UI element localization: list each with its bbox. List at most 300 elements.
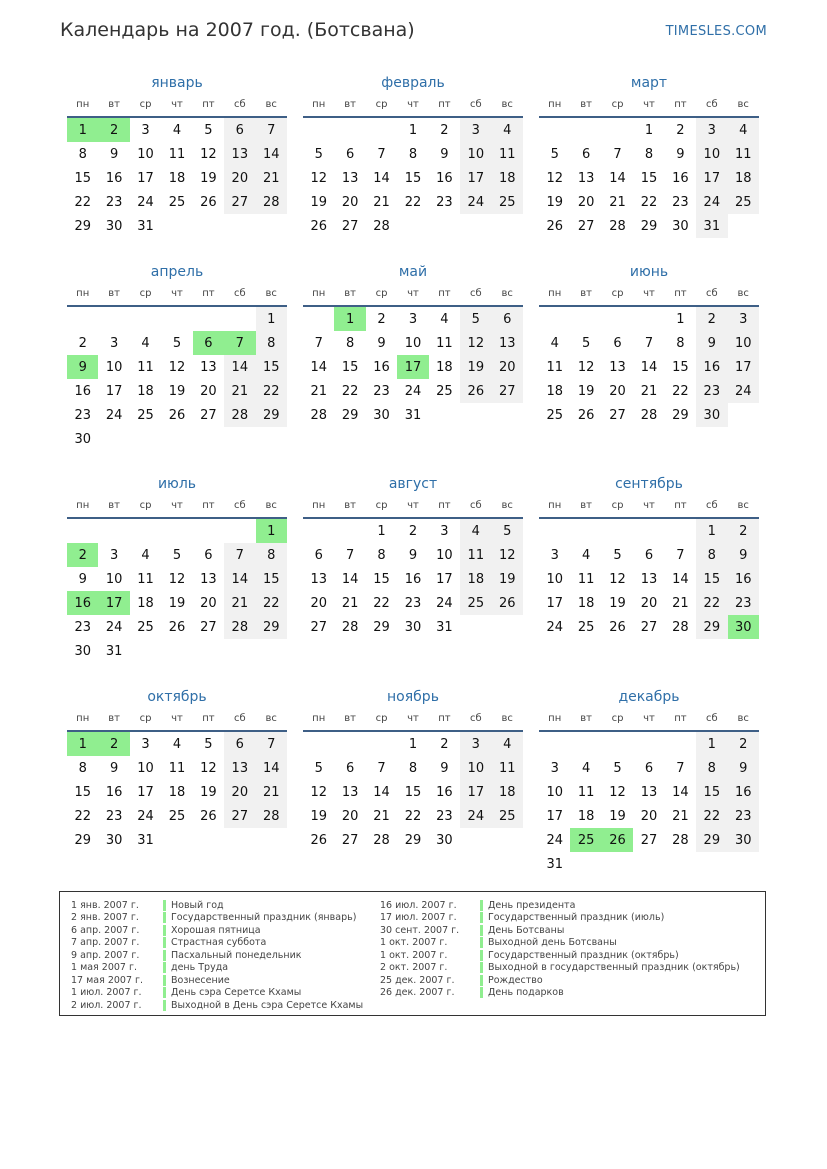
day-cell: 18 [492, 166, 523, 190]
day-cell: 19 [310, 808, 327, 824]
day-cell: 23 [373, 383, 390, 399]
weekday-label: сб [705, 99, 718, 110]
empty-cell [67, 519, 98, 543]
day-cell: 14 [672, 784, 689, 800]
day-cell: 19 [492, 567, 523, 591]
day-cell: 21 [256, 166, 287, 190]
weekday-header [539, 94, 759, 118]
holiday-date: 26 дек. 2007 г. [380, 987, 455, 999]
day-cell: 21 [672, 595, 689, 611]
day-cell: 12 [546, 170, 563, 186]
day-cell: 10 [460, 142, 491, 166]
day-cell: 23 [728, 804, 759, 828]
day-cell: 31 [137, 218, 154, 234]
day-cell: 14 [310, 359, 327, 375]
day-cell: 24 [546, 832, 563, 848]
day-cell: 10 [137, 760, 154, 776]
day-cell: 5 [172, 335, 182, 351]
day-cell: 14 [373, 784, 390, 800]
day-cell: 16 [373, 359, 390, 375]
holiday-day-cell: 17 [397, 355, 428, 379]
day-cell: 11 [492, 142, 523, 166]
day-cell: 29 [256, 615, 287, 639]
empty-cell [224, 519, 255, 543]
day-cell: 15 [696, 567, 727, 591]
month-10 [67, 686, 287, 852]
day-cell: 18 [492, 780, 523, 804]
day-cell: 20 [640, 808, 658, 824]
empty-cell [602, 732, 633, 756]
day-cell: 16 [436, 784, 453, 800]
day-cell: 19 [200, 170, 217, 186]
day-cell: 15 [696, 780, 727, 804]
day-cell: 5 [550, 146, 559, 162]
day-cell: 23 [105, 808, 123, 824]
day-cell: 2 [440, 122, 449, 138]
day-cell: 3 [460, 118, 491, 142]
day-cell: 30 [436, 832, 453, 848]
day-cell: 23 [404, 595, 422, 611]
day-cell: 4 [141, 547, 150, 563]
weekday-label: вс [737, 713, 749, 724]
day-cell: 18 [728, 166, 759, 190]
month-11 [303, 686, 523, 852]
holiday-name: Государственный праздник (июль) [480, 912, 664, 923]
day-cell: 14 [341, 571, 359, 587]
weekday-label: вт [344, 500, 356, 511]
day-cell: 13 [341, 170, 359, 186]
weekday-label: пн [548, 713, 562, 724]
legend-row [380, 974, 740, 987]
day-cell: 20 [200, 595, 217, 611]
day-cell: 14 [224, 355, 255, 379]
day-cell: 25 [137, 407, 154, 423]
day-cell: 25 [137, 619, 154, 635]
day-cell: 3 [696, 118, 727, 142]
day-cell: 25 [492, 804, 523, 828]
weekday-label: вс [501, 288, 513, 299]
month-title: февраль [381, 75, 445, 91]
day-cell: 8 [256, 543, 287, 567]
legend-row [380, 899, 740, 912]
day-cell: 4 [581, 760, 591, 776]
weekday-label: вс [501, 713, 513, 724]
day-cell: 8 [78, 760, 87, 776]
legend-row [71, 924, 363, 937]
legend-row [71, 999, 363, 1012]
empty-cell [193, 307, 224, 331]
day-cell: 30 [672, 218, 689, 234]
weekday-label: вс [265, 713, 277, 724]
day-cell: 9 [109, 760, 119, 776]
empty-cell [98, 519, 129, 543]
weekday-header [303, 708, 523, 732]
holiday-day-cell: 1 [67, 118, 98, 142]
weekday-label: вт [108, 99, 120, 110]
day-cell: 28 [256, 190, 287, 214]
day-cell: 21 [224, 379, 255, 403]
holiday-name: День президента [480, 900, 575, 911]
weekday-label: чт [171, 288, 183, 299]
day-cell: 26 [310, 832, 327, 848]
empty-cell [570, 519, 601, 543]
page-title: Календарь на 2007 год. (Ботсвана) [60, 19, 415, 41]
day-cell: 9 [728, 756, 759, 780]
weekday-label: пт [674, 99, 687, 110]
day-cell: 1 [696, 732, 727, 756]
weekday-label: пн [312, 500, 326, 511]
day-cell: 26 [609, 619, 626, 635]
day-cell: 13 [640, 784, 658, 800]
weekday-label: пн [76, 500, 90, 511]
day-cell: 27 [341, 218, 359, 234]
day-cell: 5 [492, 519, 523, 543]
day-cell: 23 [696, 379, 727, 403]
day-cell: 3 [109, 547, 119, 563]
day-cell: 5 [172, 547, 182, 563]
day-cell: 28 [224, 403, 255, 427]
day-cell: 15 [404, 170, 422, 186]
day-cell: 3 [460, 732, 491, 756]
day-cell: 8 [676, 335, 685, 351]
day-cell: 1 [256, 307, 287, 331]
day-cell: 13 [200, 571, 217, 587]
weekday-label: вс [501, 99, 513, 110]
day-cell: 12 [460, 331, 491, 355]
day-cell: 24 [728, 379, 759, 403]
day-cell: 24 [404, 383, 422, 399]
day-cell: 16 [105, 170, 123, 186]
day-cell: 28 [373, 832, 390, 848]
weekday-label: пт [438, 713, 451, 724]
day-cell: 18 [436, 359, 453, 375]
day-cell: 25 [728, 190, 759, 214]
weekday-label: вт [108, 713, 120, 724]
day-cell: 19 [577, 383, 595, 399]
day-cell: 1 [408, 736, 418, 752]
day-cell: 9 [440, 146, 449, 162]
day-cell: 27 [200, 619, 217, 635]
weekday-header [539, 708, 759, 732]
day-cell: 3 [440, 523, 449, 539]
day-cell: 29 [640, 218, 658, 234]
day-cell: 8 [408, 760, 418, 776]
day-cell: 24 [696, 190, 727, 214]
day-cell: 7 [676, 760, 685, 776]
day-cell: 18 [460, 567, 491, 591]
holiday-name: Страстная суббота [163, 937, 266, 948]
day-cell: 12 [609, 571, 626, 587]
day-cell: 11 [168, 146, 186, 162]
month-8 [303, 473, 523, 639]
day-cell: 11 [460, 543, 491, 567]
day-cell: 22 [373, 595, 390, 611]
day-cell: 28 [310, 407, 327, 423]
weekday-label: сб [705, 500, 718, 511]
weekday-header [303, 283, 523, 307]
weekday-label: сб [233, 99, 246, 110]
holiday-day-cell: 2 [98, 118, 129, 142]
day-cell: 12 [168, 571, 186, 587]
day-cell: 5 [613, 547, 622, 563]
holiday-date: 7 апр. 2007 г. [71, 937, 140, 949]
day-cell: 4 [550, 335, 559, 351]
day-cell: 10 [728, 331, 759, 355]
day-cell: 8 [408, 146, 418, 162]
weekday-label: вт [344, 99, 356, 110]
weekday-header [67, 283, 287, 307]
empty-cell [539, 732, 570, 756]
holiday-day-cell: 9 [67, 355, 98, 379]
day-grid [539, 307, 759, 427]
empty-cell [303, 307, 334, 331]
day-cell: 21 [256, 780, 287, 804]
day-cell: 27 [341, 832, 359, 848]
day-cell: 6 [224, 732, 255, 756]
day-cell: 23 [436, 194, 453, 210]
weekday-label: вт [580, 713, 592, 724]
day-cell: 20 [609, 383, 626, 399]
day-cell: 28 [672, 619, 689, 635]
weekday-label: вт [108, 288, 120, 299]
holiday-date: 17 мая 2007 г. [71, 974, 144, 986]
day-cell: 24 [436, 595, 453, 611]
day-cell: 6 [581, 146, 591, 162]
weekday-label: пн [548, 500, 562, 511]
empty-cell [303, 519, 334, 543]
day-cell: 17 [546, 808, 563, 824]
day-cell: 7 [224, 543, 255, 567]
day-cell: 15 [373, 571, 390, 587]
day-cell: 20 [640, 595, 658, 611]
weekday-header [67, 495, 287, 519]
weekday-label: чт [171, 500, 183, 511]
day-grid [303, 307, 523, 427]
day-cell: 7 [345, 547, 355, 563]
empty-cell [539, 519, 570, 543]
day-cell: 22 [696, 804, 727, 828]
day-grid [67, 519, 287, 663]
day-cell: 27 [310, 619, 327, 635]
day-cell: 26 [168, 619, 186, 635]
legend-row [380, 987, 740, 1000]
weekday-label: вт [580, 500, 592, 511]
day-cell: 22 [341, 383, 359, 399]
weekday-label: вт [580, 288, 592, 299]
day-cell: 22 [640, 194, 658, 210]
day-cell: 14 [672, 571, 689, 587]
legend-row [71, 987, 363, 1000]
empty-cell [161, 307, 192, 331]
weekday-label: вс [265, 99, 277, 110]
day-cell: 28 [373, 218, 390, 234]
day-grid [539, 118, 759, 238]
holiday-date: 9 апр. 2007 г. [71, 949, 140, 961]
month-title: май [398, 264, 428, 280]
day-cell: 30 [728, 828, 759, 852]
holiday-date: 2 янв. 2007 г. [71, 912, 139, 924]
legend-row [380, 949, 740, 962]
weekday-label: пн [76, 99, 90, 110]
day-cell: 13 [492, 331, 523, 355]
legend-row [71, 912, 363, 925]
day-cell: 4 [141, 335, 150, 351]
day-cell: 11 [577, 784, 595, 800]
day-cell: 22 [74, 808, 91, 824]
month-12 [539, 686, 759, 876]
day-cell: 29 [74, 218, 91, 234]
month-title: ноябрь [387, 689, 439, 705]
day-cell: 12 [200, 760, 217, 776]
empty-cell [633, 732, 664, 756]
day-cell: 24 [460, 804, 491, 828]
empty-cell [334, 732, 365, 756]
legend-column-left [71, 899, 363, 1012]
weekday-header [303, 94, 523, 118]
day-cell: 10 [105, 359, 123, 375]
day-cell: 21 [373, 808, 390, 824]
weekday-label: ср [375, 288, 388, 299]
weekday-label: чт [407, 288, 419, 299]
day-cell: 10 [460, 756, 491, 780]
day-cell: 15 [341, 359, 359, 375]
weekday-label: ср [611, 500, 624, 511]
day-cell: 12 [310, 170, 327, 186]
day-cell: 8 [345, 335, 355, 351]
weekday-label: чт [643, 99, 655, 110]
day-cell: 4 [581, 547, 591, 563]
holiday-name: Государственный праздник (октябрь) [480, 950, 679, 961]
day-cell: 6 [613, 335, 622, 351]
day-cell: 17 [436, 571, 453, 587]
weekday-label: ср [611, 288, 624, 299]
day-cell: 5 [460, 307, 491, 331]
day-cell: 12 [492, 543, 523, 567]
weekday-label: чт [407, 713, 419, 724]
day-cell: 26 [577, 407, 595, 423]
day-cell: 25 [460, 591, 491, 615]
day-cell: 18 [168, 170, 186, 186]
legend-row [71, 962, 363, 975]
day-cell: 12 [577, 359, 595, 375]
weekday-label: пт [438, 500, 451, 511]
day-cell: 27 [609, 407, 626, 423]
day-cell: 4 [172, 736, 182, 752]
day-cell: 30 [74, 643, 91, 659]
day-cell: 27 [577, 218, 595, 234]
legend-row [380, 937, 740, 950]
day-cell: 5 [204, 122, 213, 138]
holiday-day-cell: 1 [256, 519, 287, 543]
day-cell: 16 [728, 780, 759, 804]
day-cell: 9 [676, 146, 685, 162]
day-cell: 17 [728, 355, 759, 379]
weekday-label: пт [202, 500, 215, 511]
site-link[interactable]: TIMESLES.COM [665, 24, 767, 39]
day-cell: 29 [74, 832, 91, 848]
day-cell: 18 [546, 383, 563, 399]
day-cell: 7 [314, 335, 323, 351]
day-cell: 21 [341, 595, 359, 611]
holiday-name: Вознесение [163, 975, 230, 986]
holiday-date: 1 мая 2007 г. [71, 962, 137, 974]
day-grid [539, 519, 759, 639]
holiday-name: Рождество [480, 975, 543, 986]
day-cell: 13 [640, 571, 658, 587]
day-cell: 14 [256, 142, 287, 166]
day-cell: 29 [672, 407, 689, 423]
day-cell: 6 [644, 547, 654, 563]
day-cell: 19 [168, 595, 186, 611]
day-cell: 16 [728, 567, 759, 591]
day-cell: 29 [696, 615, 727, 639]
day-cell: 13 [310, 571, 327, 587]
day-cell: 18 [168, 784, 186, 800]
day-cell: 18 [577, 808, 595, 824]
weekday-label: ср [375, 99, 388, 110]
weekday-label: пн [548, 99, 562, 110]
day-cell: 26 [492, 591, 523, 615]
legend-row [71, 949, 363, 962]
day-cell: 17 [105, 383, 123, 399]
day-cell: 20 [341, 194, 359, 210]
day-cell: 30 [105, 218, 123, 234]
day-grid [303, 732, 523, 852]
day-cell: 11 [546, 359, 563, 375]
weekday-label: сб [469, 500, 482, 511]
day-cell: 3 [550, 760, 559, 776]
day-cell: 15 [404, 784, 422, 800]
day-grid [67, 118, 287, 238]
weekday-label: ср [611, 713, 624, 724]
empty-cell [570, 118, 601, 142]
day-cell: 20 [224, 166, 255, 190]
weekday-label: пт [674, 288, 687, 299]
day-cell: 28 [256, 804, 287, 828]
weekday-header [303, 495, 523, 519]
day-cell: 22 [672, 383, 689, 399]
empty-cell [570, 732, 601, 756]
day-cell: 22 [256, 379, 287, 403]
day-cell: 26 [168, 407, 186, 423]
day-cell: 29 [696, 828, 727, 852]
holiday-day-cell: 1 [334, 307, 365, 331]
month-title: апрель [150, 264, 204, 280]
day-cell: 25 [546, 407, 563, 423]
day-cell: 17 [460, 166, 491, 190]
day-cell: 16 [672, 170, 689, 186]
day-cell: 28 [341, 619, 359, 635]
month-title: сентябрь [615, 476, 683, 492]
weekday-label: ср [139, 288, 152, 299]
day-cell: 22 [404, 808, 422, 824]
day-cell: 5 [314, 760, 323, 776]
day-cell: 4 [492, 732, 523, 756]
weekday-label: ср [139, 500, 152, 511]
month-2 [303, 72, 523, 238]
day-cell: 10 [404, 335, 422, 351]
month-title: март [630, 75, 668, 91]
day-cell: 4 [172, 122, 182, 138]
weekday-label: сб [233, 713, 246, 724]
legend-row [71, 974, 363, 987]
day-cell: 17 [460, 780, 491, 804]
day-cell: 21 [640, 383, 658, 399]
weekday-label: сб [705, 713, 718, 724]
weekday-label: ср [139, 99, 152, 110]
day-cell: 7 [377, 760, 386, 776]
day-cell: 11 [168, 760, 186, 776]
